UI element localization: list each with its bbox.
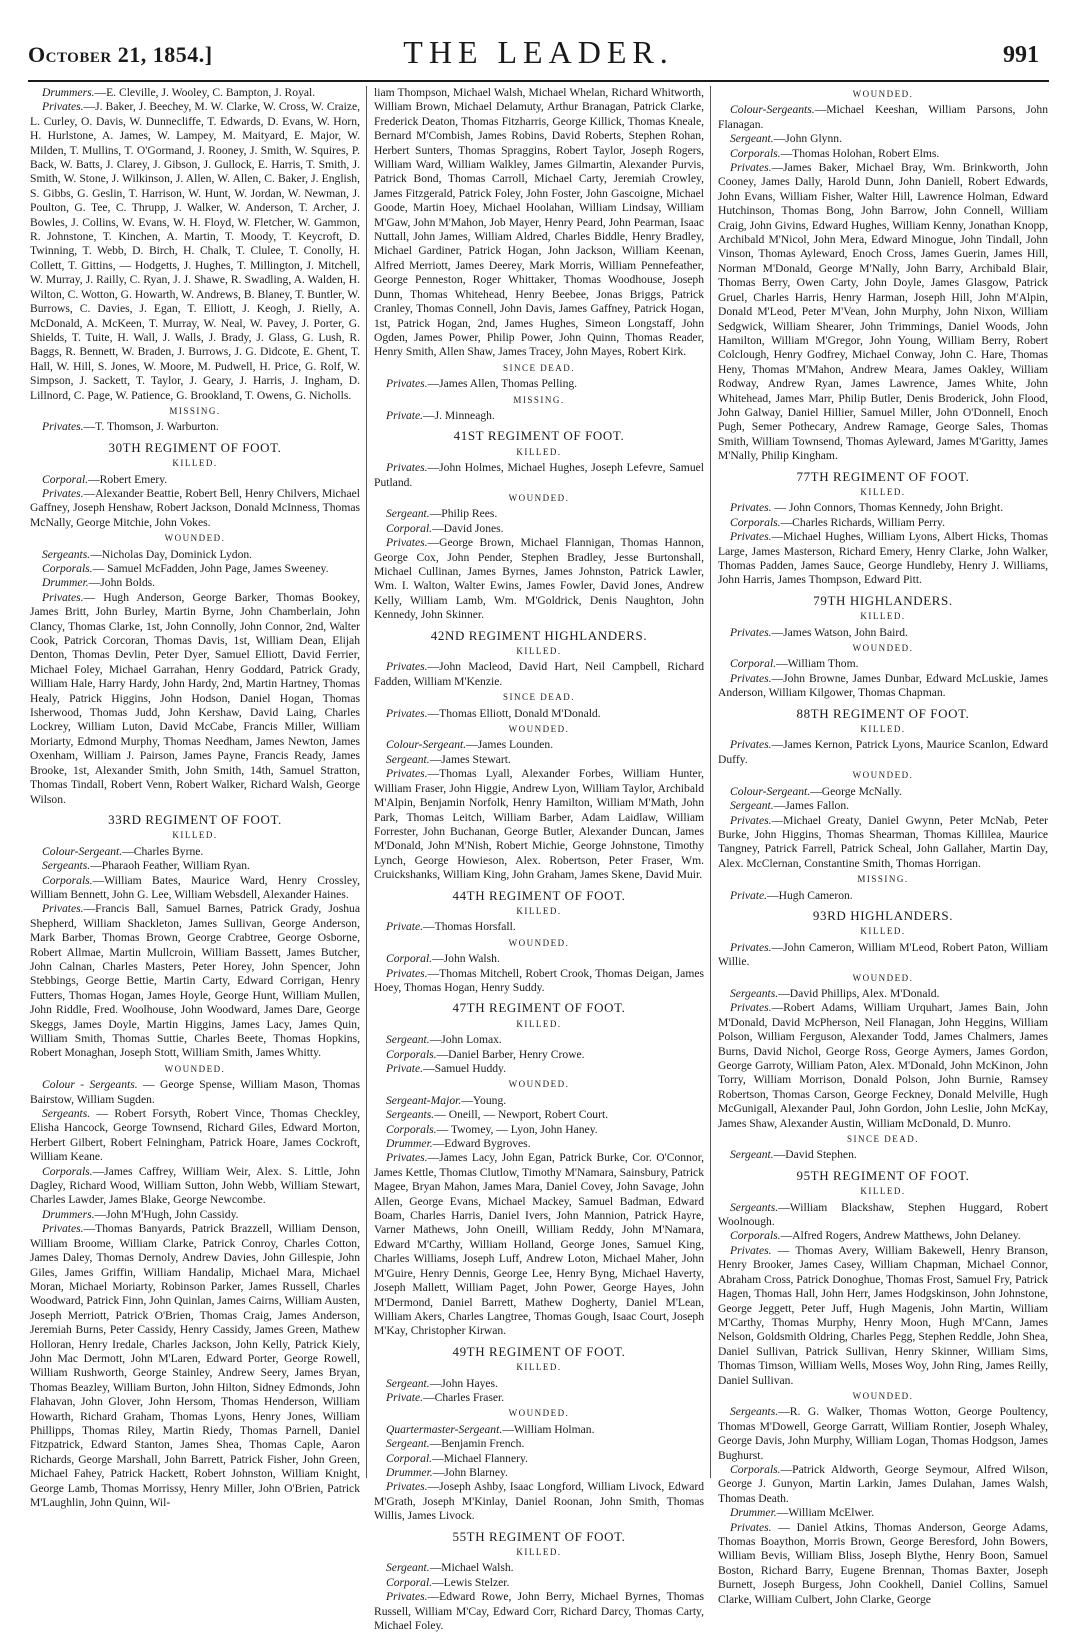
casualty-category: WOUNDED. <box>164 1063 226 1074</box>
casualty-category: MISSING. <box>513 394 565 405</box>
casualty-category: WOUNDED. <box>852 1390 914 1401</box>
casualty-names: —John Lomax. <box>429 1033 502 1047</box>
casualty-entry <box>30 1107 360 1165</box>
casualty-entry <box>374 1094 704 1108</box>
casualty-names: —James Caffrey, William Weir, Alex. S. Little, John Dagley, Richard Wood, William Sutton, John Webb, William Stewart, Charles Lawder, James Blake, George Newcombe. <box>30 1164 360 1207</box>
casualty-entry <box>718 941 1048 970</box>
casualty-names: —John Blarney. <box>432 1465 508 1479</box>
casualty-category: WOUNDED. <box>508 1408 570 1419</box>
regiment-heading: 49TH REGIMENT OF FOOT. <box>452 1343 626 1359</box>
rank-label: Sergeant. <box>386 1376 430 1390</box>
casualty-names: —John Walsh. <box>432 952 500 966</box>
rank-label: Corporal. <box>386 1575 433 1589</box>
casualty-entry <box>374 967 704 996</box>
rank-label: Privates. <box>386 377 428 391</box>
casualty-list-columns <box>30 86 1048 1633</box>
casualty-names: —Nicholas Day, Dominick Lydon. <box>90 547 253 561</box>
casualty-names: —Thomas Elliott, Donald M'Donald. <box>427 706 601 720</box>
rank-label: Sergeant. <box>386 1561 430 1575</box>
casualty-entry <box>374 753 704 767</box>
rank-label: Drummer. <box>386 1137 433 1151</box>
rank-label: Colour-Sergeant. <box>386 738 467 752</box>
casualty-entry <box>30 562 360 576</box>
casualty-entry <box>718 1148 1048 1162</box>
casualty-category: WOUNDED. <box>164 533 226 544</box>
regiment-heading: 88TH REGIMENT OF FOOT. <box>796 705 970 721</box>
casualty-entry <box>30 576 360 590</box>
rank-label: Corporal. <box>730 657 777 671</box>
casualty-names: —Charles Byrne. <box>122 844 204 858</box>
casualty-entry <box>374 1151 704 1338</box>
casualty-entry <box>374 461 704 490</box>
rank-label: Sergeants. <box>42 1107 91 1121</box>
casualty-names: —Benjamin French. <box>429 1437 525 1451</box>
casualty-entry <box>374 1062 704 1076</box>
casualty-entry <box>374 660 704 689</box>
casualty-names: —William Bates, Maurice Ward, Henry Crossley, William Bennett, John G. Lee, William Websdell, Alexander Haines. <box>30 873 360 901</box>
casualty-names: —Michael Greaty, Daniel Gwynn, Peter McNab, Peter Burke, John Higgins, Thomas Shearman, Thomas Killilea, Maurice Tangney, Patrick Farrell, Patrick Scheal, John Gallaher, Martin Day, Alex. McClernan, Constantine Smith, Thomas Horrigan. <box>718 813 1048 870</box>
casualty-category: SINCE DEAD. <box>847 1134 919 1145</box>
rank-label: Drummer. <box>386 1465 433 1479</box>
casualty-entry <box>718 799 1048 813</box>
casualty-names: —Robert Adams, William Urquhart, James Bain, John M'Donald, David McPherson, Neil Flanagan, John Heggins, William Polson, William Ferguson, Alexander Todd, James Chalmers, James Burns, David Nichol, George Ross, George Aymers, James Gordon, George Garroty, William Paton, Alex. M'Donald, John McKinon, John Torry, William Morrison, Donald Polson, John Burnie, Ramsey Robertson, Thomas Carson, George Feckney, Donald Melville, Hugh McGunigall, Alexander Paul, John Gordon, John Leslie, John McKay, James Shaw, Alexander Austin, William McDonald, D. Munro. <box>718 1001 1048 1130</box>
casualty-category: MISSING. <box>169 405 221 416</box>
casualty-names: —David Phillips, Alex. M'Donald. <box>778 986 940 1000</box>
casualty-names: —William Blackshaw, Stephen Huggard, Robert Woolnough. <box>718 1200 1048 1229</box>
casualty-entry <box>718 1201 1048 1230</box>
casualty-names: — Thomas Avery, William Bakewell, Henry Branson, Henry Brooker, James Casey, William Chapman, Michael Connor, Abraham Cross, Patrick Donoghue, Thomas Frost, Samuel Fry, Patrick Hagen, Thomas Hall, John Herr, James Hodgskinson, John Johnstone, George Jeggett, Peter Juff, Hugh Magenis, John Martin, William M'Carthy, Thomas Murphy, Henry Moon, Hugh M'Cann, James Nelson, Goldsmith Oldring, Charles Pegg, Stephen Reddle, John Shea, Daniel Sullivan, Patrick Sullivan, Henry Skinner, William Sims, Thomas Timson, William Wells, Moses Woy, John Ring, James Reilly, Daniel Sullivan. <box>718 1243 1048 1387</box>
casualty-entry <box>374 1423 704 1437</box>
casualty-category: SINCE DEAD. <box>503 362 575 373</box>
casualty-names: —Patrick Aldworth, George Seymour, Alfred Wilson, George J. Gunyon, Martin Larkin, James Dulahan, James Walsh, Thomas Death. <box>718 1462 1048 1505</box>
rank-label: Sergeant. <box>730 799 774 813</box>
casualty-entry <box>30 1208 360 1222</box>
rank-label: Private. <box>386 1390 424 1404</box>
rank-label: Privates. <box>730 530 772 544</box>
rank-label: Privates. <box>730 161 772 175</box>
casualty-names: —J. Baker, J. Beechey, M. W. Clarke, W. Cross, W. Craize, L. Curley, O. Davis, W. Dunnecliffe, T. Edwards, D. Evans, W. Horn, H. Hurlstone, A. James, W. Lampey, M. Maityard, E. Major, W. Milden, T. Mullins, T. O'Gormand, J. Rooney, J. Smith, W. Squires, P. Back, W. Batts, J. Clarey, J. Gibson, J. Gullock, E. Harris, T. Smith, J. Smith, W. Stone, J. Wilkinson, J. Allen, W. Allen, C. Baker, J. English, S. Gibbs, G. Geslin, T. Harrison, W. Hunt, W. Jordan, W. Newman, J. Poulton, G. Tee, C. Thrupp, J. Walker, W. Anderson, T. Archer, J. Bowles, J. Collins, W. Evans, W. H. Floyd, W. Fletcher, W. Gammon, R. Johnstone, T. Kinchen, A. Martin, T. Moody, T. Keycroft, D. Twinning, T. Webb, D. Birch, H. Chalk, T. Clulee, T. Conolly, H. Collett, T. Gittins, — Hodgetts, J. Hughes, T. Millington, J. Mitchell, W. Murray, J. Railly, C. Ryan, J. J. Shawe, R. Swadling, A. Walden, H. Wilton, C. Wotton, G. Howarth, W. Andrews, B. Blaney, T. Buntler, W. Burrows, C. Davies, J. Egan, T. Elliott, J. Keogh, J. Rielly, A. McDonald, A. McKeen, T. Murray, W. Neal, W. Pavey, J. Porter, G. Shields, T. Tuite, H. Wall, J. Walls, J. Brady, J. Glass, G. Lush, R. Baggs, R. Bennett, W. Braden, J. Burrows, J. G. Didcote, E. Ghent, T. Hall, W. Hill, S. Jones, W. Moore, M. Pudwell, H. Price, G. Rolf, W. Simpson, J. Sackett, T. Taylor, J. Geary, J. Harris, J. Ingham, D. Lillnord, C. Page, W. Patience, G. Brookland, T. Owens, G. Nicholls. <box>30 100 360 402</box>
casualty-entry <box>374 536 704 622</box>
rank-label: Sergeant. <box>730 132 774 146</box>
rank-label: Privates. <box>730 738 772 752</box>
casualty-category: WOUNDED. <box>852 89 914 99</box>
casualty-entry <box>718 1521 1048 1607</box>
rank-label: Private. <box>386 920 424 934</box>
casualty-category: KILLED. <box>860 724 906 735</box>
casualty-category: KILLED. <box>516 646 562 657</box>
casualty-entry <box>718 1405 1048 1463</box>
casualty-category: WOUNDED. <box>508 724 570 735</box>
regiment-heading: 41ST REGIMENT OF FOOT. <box>453 428 625 444</box>
casualty-names: —John Browne, James Dunbar, Edward McLuskie, James Anderson, William Kilgower, Thomas Chapman. <box>718 671 1048 700</box>
masthead-rule <box>28 80 1049 82</box>
casualty-names: —David Jones. <box>432 521 504 535</box>
casualty-category: WOUNDED. <box>852 770 914 781</box>
rank-label: Privates. <box>386 660 428 674</box>
rank-label: Privates. <box>730 940 772 954</box>
casualty-names: —George Brown, Michael Flannigan, Thomas Hannon, George Cox, John Pender, Stephen Bradley, Jesse Burtonshall, Michael Cullinan, James Byrnes, James Johnston, Patrick Lawler, Wm. I. Walton, Walter Ewins, James Fowler, David Jones, Andrew Kelly, William Lamb, Wm. M'Goldrick, Denis Naughton, John Kennedy, John Skinner. <box>374 536 704 622</box>
rank-label: Privates. <box>386 536 428 550</box>
casualty-category: KILLED. <box>516 1547 562 1557</box>
rank-label: Colour - Sergeants. <box>42 1078 138 1092</box>
casualty-names: — Twomey, — Lyon, John Haney. <box>436 1122 598 1136</box>
casualty-entry <box>30 859 360 873</box>
casualty-entry <box>718 530 1048 588</box>
rank-label: Sergeants. <box>730 1405 779 1419</box>
rank-label: Sergeant-Major. <box>386 1093 462 1107</box>
casualty-names: —James Lacy, John Egan, Patrick Burke, Cor. O'Connor, James Kettle, Thomas Clutlow, Timothy M'Namara, Sainsbury, Patrick Magee, Bryan Mahon, James Mara, Daniel Covey, John Savage, John Allen, George Evans, Michael Mackey, Samuel Badman, Edward Boam, Charles Harris, Daniel Ivers, John Mannion, Patrick Hayre, Varner Mathews, John Oneill, William Reddy, John M'Namara, Edward M'Carthy, William Holland, George Jones, Samuel King, Charles Williams, Joseph Luff, Andrew Loton, Michael Maher, John M'Guire, Henry Dennis, George Lee, Henry Byng, Michael Haverty, Joseph Mallett, William Paget, John Power, George Hayes, John M'Dermond, Daniel Barrett, Mathew Dogherty, Daniel M'Lean, William Akers, Charles Langtree, Thomas Gough, Isaac Court, Joseph M'Kay, Christopher Kirwan. <box>374 1151 704 1338</box>
casualty-entry <box>30 591 360 807</box>
rank-label: Private. <box>386 1062 424 1075</box>
casualty-entry <box>374 1123 704 1137</box>
rank-label: Privates. <box>386 461 428 475</box>
casualty-names: —Charles Richards, William Perry. <box>780 515 945 529</box>
casualty-entry <box>718 132 1048 146</box>
rank-label: Corporals. <box>730 515 781 529</box>
rank-label: Sergeants. <box>386 1108 435 1122</box>
casualty-names: —Michael Walsh. <box>429 1561 514 1575</box>
casualty-names: —Thomas Mitchell, Robert Crook, Thomas Deigan, James Hoey, Thomas Hogan, Henry Suddy. <box>374 966 704 994</box>
rank-label: Drummers. <box>42 1207 95 1221</box>
casualty-names: —George McNally. <box>810 784 902 798</box>
casualty-names: —Pharaoh Feather, William Ryan. <box>90 859 250 873</box>
newspaper-title: THE LEADER. <box>403 34 674 70</box>
rank-label: Corporals. <box>386 1122 437 1136</box>
casualty-entry <box>718 1001 1048 1131</box>
casualty-category: KILLED. <box>516 1362 562 1373</box>
casualty-entry <box>30 86 360 100</box>
casualty-category: WOUNDED. <box>508 492 570 503</box>
casualty-names: —Thomas Horsfall. <box>423 920 516 934</box>
casualty-names: —Thomas Lyall, Alexander Forbes, William Hunter, William Fraser, John Higgie, Andrew Lyon, William Taylor, Archibald M'Alpin, Benjamin Norfolk, Henry Hamilton, William M'Math, John Park, Thomas Leitch, William Barber, Adam Laidlaw, William Forrester, John Buchanan, George Butler, Alexander Duncan, James M'Donald, John M'Nish, Robert Michie, George Johnstone, Timothy Lynch, George Howieson, Alex. Robertson, Peter Fraser, Wm. Cruickshanks, William King, John Graham, James Skene, David Muir. <box>374 767 704 882</box>
rank-label: Drummers. <box>42 86 95 99</box>
casualty-entry <box>718 1506 1048 1520</box>
rank-label: Privates. <box>730 671 772 685</box>
casualty-names: —Alexander Beattie, Robert Bell, Henry Chilvers, Michael Gaffney, Joseph Henshaw, Robert Jackson, Donald McInness, Thomas McNally, George Mitchie, John Vokes. <box>30 486 360 529</box>
casualty-entry <box>718 147 1048 161</box>
column-2 <box>374 86 704 1633</box>
casualty-names: —William Thom. <box>776 657 859 671</box>
casualty-entry <box>718 501 1048 515</box>
rank-label: Colour-Sergeant. <box>42 844 123 858</box>
rank-label: Privates. <box>386 1151 428 1165</box>
casualty-entry <box>374 1590 704 1633</box>
casualty-names: — Hugh Anderson, George Barker, Thomas Bookey, James Britt, John Burley, Martin Byrne, John Chamberlain, John Clancy, Thomas Clarke, 1st, John Connolly, John Connor, 2nd, Walter Cook, Patrick Corcoran, Thomas Davis, 1st, William Dean, Elijah Denton, Thomas Devlin, Peter Dyer, Samuel Elliott, David Ferrier, Michael Foley, Michael Garrahan, Henry Goddard, Patrick Grady, William Hale, Harry Hardy, John Hardy, 2nd, Martin Hartney, Thomas Healy, Patrick Higgins, John Hodson, Daniel Hogan, Thomas Isherwood, Thomas Judd, John Kershaw, David Laing, Charles Lockrey, William Luton, David McCabe, Francis Miller, William Moriarty, Edmond Murphy, Thomas Needham, James Newton, James Oxenham, William J. Pairson, James Payne, Francis Ready, James Brooke, 1st, Alexander Smith, John Smith, 14th, Samuel Stratton, Thomas Tindall, Robert Venn, Robert Walker, Richard Walsh, George Wilson. <box>30 590 360 806</box>
casualty-entry <box>374 1466 704 1480</box>
rank-label: Privates. <box>730 813 772 827</box>
casualty-names: —Samuel Huddy. <box>423 1062 507 1075</box>
casualty-names: —T. Thomson, J. Warburton. <box>83 420 219 434</box>
rank-label: Privates. <box>386 1590 428 1604</box>
rank-label: Sergeant. <box>386 507 430 521</box>
rank-label: Privates. <box>42 486 84 500</box>
rank-label: Corporal. <box>386 1451 433 1465</box>
casualty-entry <box>30 874 360 903</box>
casualty-entry <box>374 1437 704 1451</box>
casualty-entry <box>30 1078 360 1107</box>
casualty-entry <box>374 377 704 391</box>
casualty-category: MISSING. <box>857 874 909 885</box>
rank-label: Privates. <box>730 1243 772 1257</box>
casualty-names: —J. Minneagh. <box>423 408 495 422</box>
casualty-entry <box>718 1463 1048 1506</box>
casualty-entry <box>718 738 1048 767</box>
rank-label: Corporal. <box>386 521 433 535</box>
rank-label: Corporal. <box>42 472 89 486</box>
casualty-entry <box>718 626 1048 640</box>
casualty-names: —John Glynn. <box>773 132 842 146</box>
rank-label: Corporals. <box>42 562 93 575</box>
rank-label: Privates. <box>386 767 428 781</box>
regiment-heading: 95TH REGIMENT OF FOOT. <box>796 1167 970 1183</box>
rank-label: Sergeants. <box>730 986 779 1000</box>
casualty-category: WOUNDED. <box>508 1079 570 1090</box>
casualty-names: —John M'Hugh, John Cassidy. <box>94 1207 239 1221</box>
casualty-names: —Edward Rowe, John Berry, Michael Byrnes, Thomas Russell, William M'Cay, Edward Corr, Richard Darcy, Thomas Carty, Michael Foley. <box>374 1590 704 1633</box>
casualty-names: —Philip Rees. <box>429 507 498 521</box>
rank-label: Corporals. <box>42 873 93 887</box>
regiment-heading: 55TH REGIMENT OF FOOT. <box>452 1528 626 1544</box>
casualty-category: WOUNDED. <box>852 972 914 983</box>
casualty-names: —James Lounden. <box>466 738 554 752</box>
casualty-entry <box>30 1222 360 1510</box>
casualty-names: —James Kernon, Patrick Lyons, Maurice Scanlon, Edward Duffy. <box>718 738 1048 766</box>
casualty-entry <box>718 672 1048 701</box>
column-3 <box>718 86 1048 1606</box>
casualty-names: —James Baker, Michael Bray, Wm. Brinkworth, John Cooney, James Dally, Harold Dunn, John Daniell, Robert Edwards, John Evans, William Fisher, Walter Hill, Lawrence Holman, Edward Hutchinson, Thomas Bong, John Barrow, John Connell, William Craig, John Givins, Edward Hughes, William Kenny, Jonathan Knopp, Archibald M'Nicol, John Mera, Edward Minogue, John Tindall, John Vinson, Thomas Ayleward, Enoch Cross, James Guerin, James Hill, Norman M'Donald, George M'Nally, John Barry, Archibald Blair, Thomas Berry, Owen Carty, John Doyle, James Glasgow, Patrick Gruel, Charles Harris, Henry Harman, Joseph Hill, John M'Alpin, Donald M'Leod, Peter M'Vean, John Murphy, John Nixon, William Sedgwick, William Shearer, John Trimmings, Daniel Woods, John Hamilton, William M'Gregor, John Young, William Berry, Robert Colclough, Henry Godfrey, Michael Conway, John C. Hare, Thomas Heny, Thomas M'Mahon, Andrew Meara, James Oakley, William Rodway, Andrew Ryan, James Lawrence, James White, John Whitehead, James Marr, Philip Butler, Denis Broderick, John Flood, John Galway, Daniel Hillier, Samuel Miller, John O'Donnell, Enoch Pugh, Semer Pothecary, Andrew Ramage, George Sales, Thomas Smith, William Townsend, Thomas Ayleward, James M'Garitty, James M'Nally, Philip Kingham. <box>718 161 1048 463</box>
rank-label: Corporals. <box>42 1164 93 1178</box>
rank-label: Privates. <box>42 1222 84 1236</box>
regiment-heading: 77TH REGIMENT OF FOOT. <box>796 468 970 484</box>
casualty-names: —William Holman. <box>502 1422 595 1436</box>
casualty-continuation: liam Thompson, Michael Walsh, Michael Whelan, Richard Whitworth, William Brown, Michael Delamuty, Arthur Branagan, Patrick Clarke, Frederick Deaton, Thomas Fitzharris, George Killick, Thomas Kneale, Bernard M'Combish, James Robins, David Roberts, Stephen Rohan, Herbert Sunters, Thomas Spraggins, Robert Taylor, Joseph Rogers, William Ward, William Walkley, James Gilmartin, Alexander Purvis, Patrick Bond, Thomas Carroll, Michael Carty, Jeremiah Crowley, James Fitzgerald, Patrick Foley, John Foster, John Gascoigne, Michael Goode, Martin Hoey, Michael Hoolahan, William Lindsay, William M'Gaw, John M'Mahon, Job Mayer, Henry Peard, John Pearman, Isaac Nuttall, John James, William Aldred, Charles Biddle, Henry Bradley, Michael Gardiner, Patrick Hogan, John Jackson, William Keenan, Alfred Merriott, James Deerey, Mark Morris, William Pennefeather, George Penneston, Roger Whittaker, Thomas Woodhouse, Joseph Dunn, Thomas Whitehead, Henry Beebee, Jonas Briggs, Patrick Cranley, Thomas Connell, John Davis, James Gaffney, Patrick Hogan, 1st, Patrick Hogan, 2nd, James Hughes, Simeon Longstaff, John Ogden, James Power, Philip Power, John Quinn, Thomas Reader, Henry Smith, Allen Shaw, James Tracey, John Mayes, Robert Kirk. <box>374 86 704 359</box>
casualty-names: —David Stephen. <box>773 1148 857 1162</box>
regiment-heading: 33RD REGIMENT OF FOOT. <box>108 811 282 827</box>
regiment-heading: 93RD HIGHLANDERS. <box>812 907 954 923</box>
casualty-category: KILLED. <box>516 905 562 916</box>
casualty-names: —Charles Fraser. <box>423 1390 505 1404</box>
casualty-names: —Thomas Holohan, Robert Elms. <box>780 146 940 160</box>
regiment-heading: 79TH HIGHLANDERS. <box>813 592 953 608</box>
casualty-entry <box>30 487 360 530</box>
casualty-names: —James Fallon. <box>773 799 850 813</box>
casualty-entry <box>374 1048 704 1062</box>
casualty-names: —Thomas Banyards, Patrick Brazzell, William Denson, William Broome, William Clarke, Patrick Conroy, Charles Cotton, James Daley, Thomas Dernoly, Andrew Davies, John Gillespie, John Giles, James Griffin, William Handalip, Michael Mara, Michael Moran, Michael Moriarty, Robinson Parker, James Russell, Charles Woodward, Patrick Finn, John Quinlan, James Cairns, William Austen, Joseph Merriott, Patrick O'Brien, Thomas Craig, James Anderson, Jeremiah Burns, Peter Cassidy, Henry Cassidy, James Green, Mathew Holloran, Henry Iredale, Charles Jackson, John Kelly, Patrick Kiely, John Mac Dermott, John M'Laren, Edward Porter, George Rowell, William Rushworth, George Stainley, Andrew Seery, James Bryan, Thomas Beazley, William Burton, John Hilton, Sidney Edmonds, John Flahavan, John Glover, John Hersom, Thomas Henderson, William Howarth, Richard Graham, Thomas Lyons, Henry Jones, William Phillipps, Thomas Riley, Martin Riedy, Thomas Parnell, Daniel Fitzpatrick, Edward Stanton, James Shea, Thomas Caple, Aaron Richards, George Marshall, John Barrett, Patrick Fisher, John Green, Michael Fahey, Patrick Hackett, Robert Johnston, William Knight, George Lamb, Thomas Morrissy, Henry Miller, John O'Brien, Patrick M'Laughlin, John Quinn, Wil- <box>30 1222 360 1509</box>
regiment-heading: 44TH REGIMENT OF FOOT. <box>452 887 626 903</box>
rank-label: Privates. <box>42 590 84 604</box>
casualty-entry <box>374 707 704 721</box>
casualty-names: — John Connors, Thomas Kennedy, John Bright. <box>771 501 1004 515</box>
casualty-entry <box>718 814 1048 872</box>
casualty-entry <box>718 516 1048 530</box>
casualty-names: —Michael Flannery. <box>432 1451 528 1465</box>
rank-label: Privates. <box>730 625 772 639</box>
rank-label: Privates. <box>42 420 84 434</box>
casualty-entry <box>30 902 360 1060</box>
casualty-entry <box>30 548 360 562</box>
casualty-names: —Daniel Barber, Henry Crowe. <box>436 1047 585 1061</box>
casualty-names: —Michael Keeshan, William Parsons, John Flanagan. <box>718 103 1048 131</box>
casualty-names: —John Macleod, David Hart, Neil Campbell, Richard Fadden, William M'Kenzie. <box>374 660 704 688</box>
casualty-entry <box>374 1033 704 1047</box>
casualty-entry <box>718 1229 1048 1243</box>
rank-label: Privates. <box>386 966 428 980</box>
column-1 <box>30 86 360 1509</box>
casualty-entry <box>374 1576 704 1590</box>
rank-label: Privates. <box>730 1001 772 1015</box>
casualty-entry <box>374 1480 704 1523</box>
casualty-entry <box>30 1165 360 1208</box>
casualty-names: —William McElwer. <box>776 1506 875 1520</box>
casualty-entry <box>30 100 360 403</box>
casualty-entry <box>30 473 360 487</box>
page-number: 991 <box>1003 42 1039 68</box>
casualty-names: —John Bolds. <box>88 576 156 590</box>
casualty-names: —John Holmes, Michael Hughes, Joseph Lefevre, Samuel Putland. <box>374 461 704 489</box>
casualty-entry <box>374 920 704 934</box>
casualty-entry <box>374 1452 704 1466</box>
casualty-category: KILLED. <box>516 446 562 457</box>
regiment-heading: 30TH REGIMENT OF FOOT. <box>108 439 282 455</box>
casualty-names: —John Hayes. <box>429 1376 498 1390</box>
casualty-category: WOUNDED. <box>852 643 914 654</box>
rank-label: Corporal. <box>386 952 433 966</box>
issue-date: October 21, 1854.] <box>28 42 213 67</box>
casualty-entry <box>374 522 704 536</box>
casualty-entry <box>718 657 1048 671</box>
casualty-category: KILLED. <box>172 830 218 841</box>
casualty-names: —James Watson, John Baird. <box>771 625 908 639</box>
rank-label: Private. <box>730 888 768 902</box>
rank-label: Privates. <box>730 501 772 515</box>
rank-label: Sergeant. <box>386 1033 430 1047</box>
casualty-entry <box>374 738 704 752</box>
rank-label: Drummer. <box>730 1506 777 1520</box>
rank-label: Privates. <box>730 1520 772 1534</box>
casualty-names: — Daniel Atkins, Thomas Anderson, George Adams, Thomas Boaython, Morris Brown, George Beresford, John Bowers, William Bevis, William Bliss, Joseph Blythe, Henry Boon, Samuel Boston, Richard Barry, Eugene Brennan, Thomas Baxter, Joseph Burnett, Joseph Burgess, John Cookhell, Daniel Collins, Samuel Clarke, William Culbert, John Clarke, George <box>718 1520 1048 1606</box>
casualty-names: —Hugh Cameron. <box>767 888 853 902</box>
casualty-category: SINCE DEAD. <box>503 692 575 703</box>
casualty-entry <box>374 1391 704 1405</box>
casualty-names: —R. G. Walker, Thomas Wotton, George Poultency, Thomas M'Dowell, George Garratt, William Rontier, Joseph Whaley, George Davis, John Murphy, William Logan, Thomas Hodgson, James Bughurst. <box>718 1405 1048 1462</box>
rank-label: Sergeant. <box>386 1437 430 1451</box>
rank-label: Colour-Sergeant. <box>730 784 811 798</box>
casualty-entry <box>374 409 704 423</box>
rank-label: Privates. <box>42 100 84 114</box>
casualty-entry <box>374 767 704 882</box>
casualty-names: —Francis Ball, Samuel Barnes, Patrick Grady, Joshua Shepherd, William Shackleton, James Sullivan, George Anderson, Mark Barber, Thomas Brown, George Crabtree, George Osborne, Robert Allmae, Martin Mullcroin, William Bassett, James Butcher, John Calnan, Charles Masters, Peter Horey, John Spencer, John Stebbings, George Bettie, Martin Carty, Edward Corrigan, Henry Futters, Thomas Hogan, James Hoyle, George Hunt, William Mullen, John Riddle, Fred. Woolhouse, John Woodward, James Dare, George Skeggs, James Doyle, Martin Higgins, James Lacy, James Quin, William Smith, Thomas Suttie, Charles Beete, Thomas Hopkins, Robert Monaghan, Joseph Stott, William Smith, James Whitty. <box>30 902 360 1060</box>
casualty-names: —Alfred Rogers, Andrew Matthews, John Delaney. <box>780 1229 1021 1243</box>
rank-label: Sergeants. <box>730 1200 779 1214</box>
casualty-names: —Young. <box>461 1093 507 1107</box>
rank-label: Quartermaster-Sergeant. <box>386 1422 503 1436</box>
rank-label: Sergeant. <box>730 1148 774 1162</box>
casualty-entry <box>374 1108 704 1122</box>
casualty-entry <box>718 103 1048 132</box>
masthead <box>28 14 1049 76</box>
casualty-category: KILLED. <box>172 458 218 469</box>
rank-label: Corporals. <box>386 1047 437 1061</box>
rank-label: Colour-Sergeants. <box>730 103 815 117</box>
casualty-entry <box>718 785 1048 799</box>
casualty-entry <box>718 161 1048 464</box>
rank-label: Sergeants. <box>42 859 91 873</box>
rank-label: Privates. <box>386 1480 428 1494</box>
casualty-category: KILLED. <box>860 926 906 937</box>
rank-label: Private. <box>386 408 424 422</box>
casualty-category: KILLED. <box>860 486 906 497</box>
rank-label: Privates. <box>42 902 84 916</box>
rank-label: Corporals. <box>730 146 781 160</box>
casualty-category: KILLED. <box>516 1018 562 1029</box>
casualty-entry <box>718 1244 1048 1388</box>
casualty-entry <box>374 952 704 966</box>
casualty-entry <box>374 1377 704 1391</box>
casualty-entry <box>374 1561 704 1575</box>
casualty-names: —Lewis Stelzer. <box>432 1575 510 1589</box>
casualty-category: KILLED. <box>860 1186 906 1197</box>
casualty-entry <box>374 1137 704 1151</box>
casualty-names: —James Allen, Thomas Pelling. <box>427 377 578 391</box>
regiment-heading: 47TH REGIMENT OF FOOT. <box>452 1000 626 1016</box>
casualty-names: —John Cameron, William M'Leod, Robert Paton, William Willie. <box>718 940 1048 969</box>
casualty-names: —Robert Emery. <box>88 472 168 486</box>
casualty-names: — Oneill, — Newport, Robert Court. <box>434 1108 609 1122</box>
casualty-names: —Joseph Ashby, Isaac Longford, William Livock, Edward M'Grath, Joseph M'Kinlay, Daniel Roonan, John Smith, Thomas Willis, James Livock. <box>374 1480 704 1523</box>
casualty-entry <box>374 507 704 521</box>
casualty-category: WOUNDED. <box>508 937 570 948</box>
casualty-names: —Edward Bygroves. <box>432 1137 531 1151</box>
casualty-names: —E. Cleville, J. Wooley, C. Bampton, J. Royal. <box>94 86 316 99</box>
rank-label: Sergeant. <box>386 752 430 766</box>
rank-label: Corporals. <box>730 1462 781 1476</box>
casualty-entry <box>718 889 1048 903</box>
casualty-category: KILLED. <box>860 611 906 622</box>
casualty-names: — Robert Forsyth, Robert Vince, Thomas Checkley, Elisha Hancock, George Townsend, Richard Giles, Edward Morton, Herbert Gilbert, Robert Felningham, Patrick Hoare, James Cockroft, William Keane. <box>30 1107 360 1164</box>
rank-label: Sergeants. <box>42 547 91 561</box>
casualty-names: —James Stewart. <box>429 752 511 766</box>
regiment-heading: 42ND REGIMENT HIGHLANDERS. <box>430 627 648 643</box>
casualty-entry <box>718 987 1048 1001</box>
casualty-entry <box>30 420 360 434</box>
casualty-names: — Samuel McFadden, John Page, James Sweeney. <box>92 562 329 575</box>
rank-label: Corporals. <box>730 1229 781 1243</box>
rank-label: Drummer. <box>42 576 89 590</box>
rank-label: Privates. <box>386 706 428 720</box>
casualty-names: —Michael Hughes, William Lyons, Albert Hicks, Thomas Large, James Masterson, Richard Emery, Henry Clarke, John Walker, Thomas Padden, James Sauce, George Hundleby, Henry J. Williams, John Harris, James Thompson, Edward Pitt. <box>718 530 1048 587</box>
casualty-entry <box>30 845 360 859</box>
casualty-names: — George Spense, William Mason, Thomas Bairstow, William Sugden. <box>30 1078 360 1106</box>
